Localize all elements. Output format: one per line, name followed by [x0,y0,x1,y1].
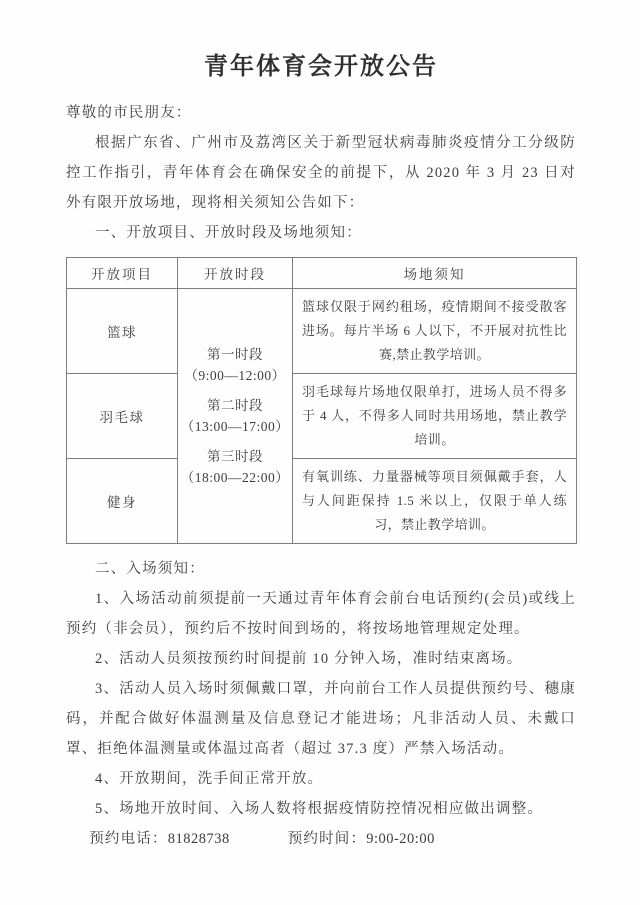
period-3-label: 第三时段 [207,449,263,464]
booking-phone-label: 预约电话： [89,831,168,847]
period-1-label: 第一时段 [207,347,263,362]
open-periods-cell [178,289,293,544]
section1-heading: 一、开放项目、开放时段及场地须知： [95,225,362,241]
intro-paragraph: 根据广东省、广州市及荔湾区关于新型冠状病毒肺炎疫情分工分级防控工作指引，青年体育会在确保安全的前提下，从 2020 年 3 月 23 日对外有限开放场地，现将相关须知公告如下： [66,135,576,211]
project-badminton: 羽毛球 [67,374,178,459]
period-3 [180,446,290,488]
notes-fitness: 有氧训练、力量器械等项目须佩戴手套，人与人间距保持 1.5 米以上，仅限于单人练习，禁止教学培训。 [293,459,577,544]
entry-rule-5: 5、场地开放时间、入场人数将根据疫情防控情况相应做出调整。 [95,801,544,817]
header-venue-notes: 场地须知 [293,258,577,289]
notes-badminton: 羽毛球每片场地仅限单打，进场人员不得多于 4 人，不得多人同时共用场地，禁止教学培训。 [293,374,577,459]
table-row [67,374,577,459]
project-basketball: 篮球 [67,289,178,374]
header-open-period: 开放时段 [178,258,293,289]
header-open-project: 开放项目 [67,258,178,289]
entry-rule-2: 2、活动人员须按预约时间提前 10 分钟入场，准时结束离场。 [95,651,523,667]
booking-time-label: 预约时间： [287,831,367,847]
project-fitness: 健身 [67,459,178,544]
booking-phone-number: 81828738 [167,831,230,847]
schedule-table [66,257,577,544]
period-2-time: （13:00—17:00） [180,419,290,434]
entry-rule-3: 3、活动人员入场时须佩戴口罩，并向前台工作人员提供预约号、穗康码，并配合做好体温测量及信息登记才能进场；凡非活动人员、未戴口罩、拒绝体温测量或体温过高者（超过 37.3 度）严禁入场活动。 [66,681,576,757]
entry-rule-4: 4、开放期间，洗手间正常开放。 [95,771,324,787]
period-2-label: 第二时段 [207,398,263,413]
table-row [67,459,577,544]
table-row [67,289,577,374]
page-title: 青年体育会开放公告 [204,54,438,80]
entry-rule-1: 1、入场活动前须提前一天通过青年体育会前台电话预约(会员)或线上预约（非会员），预约后不按时间到场的，将按场地管理规定处理。 [66,591,576,637]
notes-basketball: 篮球仅限于网约租场，疫情期间不接受散客进场。每片半场 6 人以下，不开展对抗性比赛,禁止教学培训。 [293,289,577,374]
period-3-time: （18:00—22:00） [180,470,290,485]
booking-time-value: 9:00-20:00 [366,831,435,847]
period-2 [180,395,290,437]
section2-heading: 二、入场须知： [95,561,205,577]
salutation: 尊敬的市民朋友： [66,105,192,121]
period-1-time: （9:00—12:00） [184,368,286,383]
booking-info-line [66,824,576,854]
table-header-row [67,258,577,289]
period-1 [180,344,290,386]
